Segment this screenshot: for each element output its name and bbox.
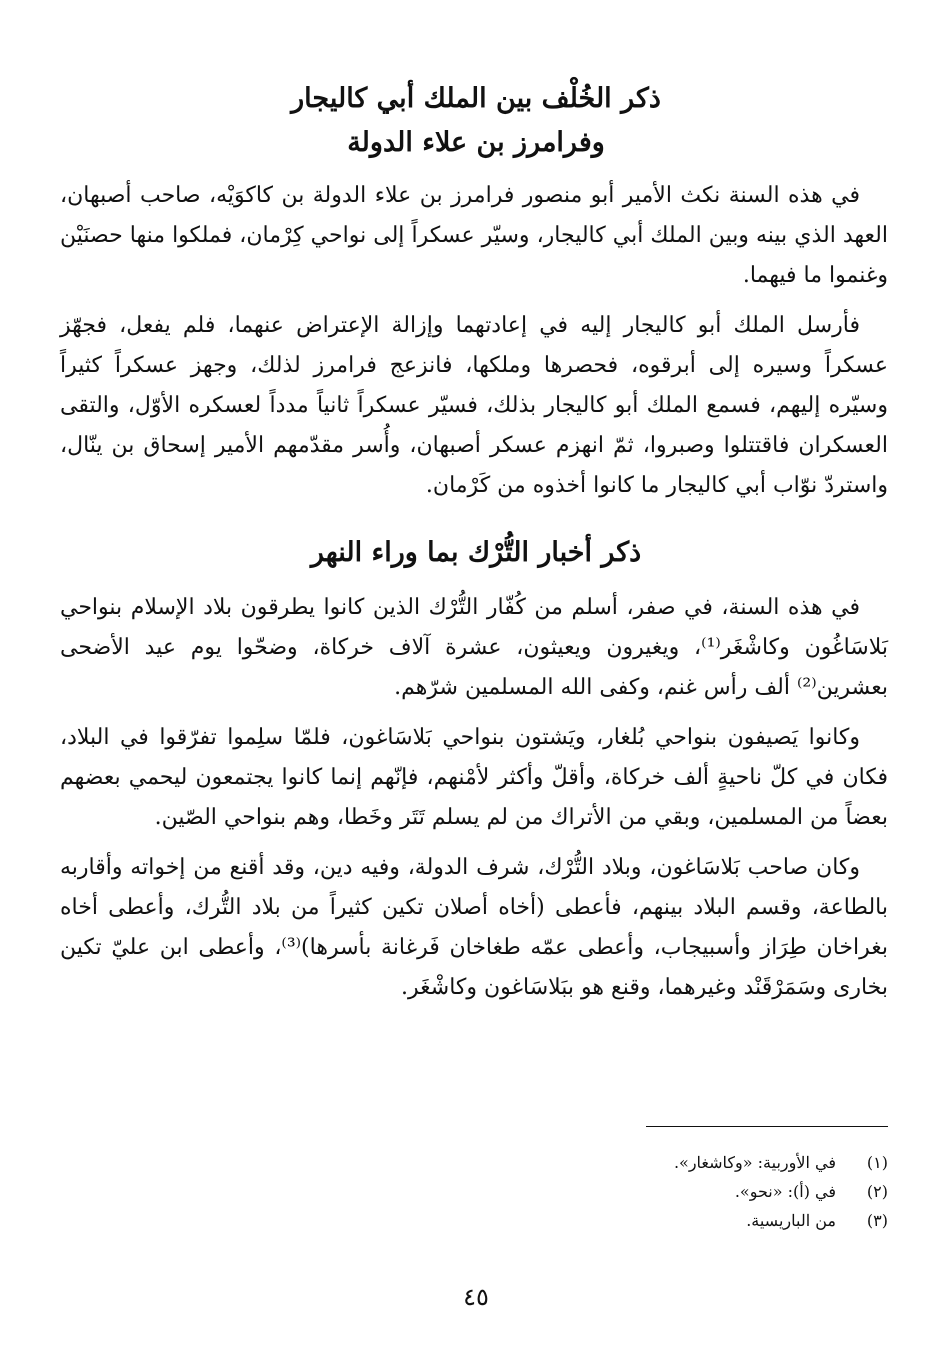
paragraph: في هذه السنة، في صفر، أسلم من كُفّار التُّرْك الذين كانوا يطرقون بلاد الإسلام بنواحي بَلاسَاغُون وكاشْغَر⁽¹⁾، ويغيرون ويعيثون، عشرة آلاف خركاة، وضحّوا يوم عيد الأضحى بعشرين⁽²⁾ ألف رأس غنم، وكفى الله المسلمين شرّهم. <box>60 595 888 700</box>
section1-title-line1: ذكر الخُلْف بين الملك أبي كاليجار <box>291 83 661 114</box>
footnote-divider <box>646 1126 888 1127</box>
footnote-text: في الأوربية: «وكاشغار». <box>673 1153 836 1172</box>
paragraph: في هذه السنة نكث الأمير أبو منصور فرامرز بن علاء الدولة بن كاكوَيْه، صاحب أصبهان، العهد الذي بينه وبين الملك أبي كاليجار، وسيّر عسكراً إلى نواحي كِرْمان، فملكوا منها حصنَيْن وغنموا ما فيهما. <box>60 183 888 288</box>
page-number: ٤٥ <box>463 1283 489 1311</box>
footnote-text: من الباريسية. <box>746 1211 836 1230</box>
footnote-item <box>288 1177 888 1206</box>
footnote-item <box>288 1206 888 1235</box>
footnote-text: في (أ): «نحو». <box>734 1182 836 1201</box>
section1-body <box>60 176 888 506</box>
section1-title-line2: وفرامرز بن علاء الدولة <box>347 127 605 158</box>
footnote-number: (١) <box>866 1153 888 1172</box>
paragraph: وكانوا يَصيفون بنواحي بُلغار، ويَشتون بنواحي بَلاسَاغون، فلمّا سلِموا تفرّقوا في البلاد، فكان في كلّ ناحيةٍ ألف خركاة، وأقلّ وأكثر لأمْنهم، فإنّهم إنما كانوا يجتمعون ليحمي بعضهم بعضاً من المسلمين، وبقي من الأتراك من لم يسلم تَتَر وخَطا، وهم بنواحي الصّين. <box>60 725 888 830</box>
footnotes <box>288 1148 888 1235</box>
footnote-item <box>288 1148 888 1177</box>
footnote-number: (٣) <box>866 1211 888 1230</box>
section2-title: ذكر أخبار التُّرْك بما وراء النهر <box>310 537 642 568</box>
paragraph: فأرسل الملك أبو كاليجار إليه في إعادتهما وإزالة الإعتراض عنهما، فلم يفعل، فجهّز عسكراً وسيره إلى أبرقوه، فحصرها وملكها، فانزعج فرامرز لذلك، وجهز عسكراً كثيراً وسيّره إليهم، فسمع الملك أبو كاليجار بذلك، فسيّر عسكراً ثانياً مدداً لعسكره الأوّل، والتقى العسكران فاقتتلوا وصبروا، ثمّ انهزم عسكر أصبهان، وأُسر مقدّمهم الأمير إسحاق بن ينّال، واستردّ نوّاب أبي كاليجار ما كانوا أخذوه من كَرْمان. <box>60 313 888 498</box>
footnote-number: (٢) <box>866 1182 888 1201</box>
paragraph: وكان صاحب بَلاسَاغون، وبلاد التُّرْك، شرف الدولة، وفيه دين، وقد أقنع من إخواته وأقاربه بالطاعة، وقسم البلاد بينهم، فأعطى (أخاه أصلان تكين كثيراً من بلاد التُّرك، وأعطى أخاه بغراخان طِرَاز وأسبيجاب، وأعطى عمّه طغاخان فَرغانة بأسرها)⁽³⁾، وأعطى ابن عليّ تكين بخارى وسَمَرْقَنْد وغيرهما، وقنع هو ببَلاسَاغون وكاشْغَر. <box>60 855 888 1000</box>
section2-body <box>60 588 888 1008</box>
